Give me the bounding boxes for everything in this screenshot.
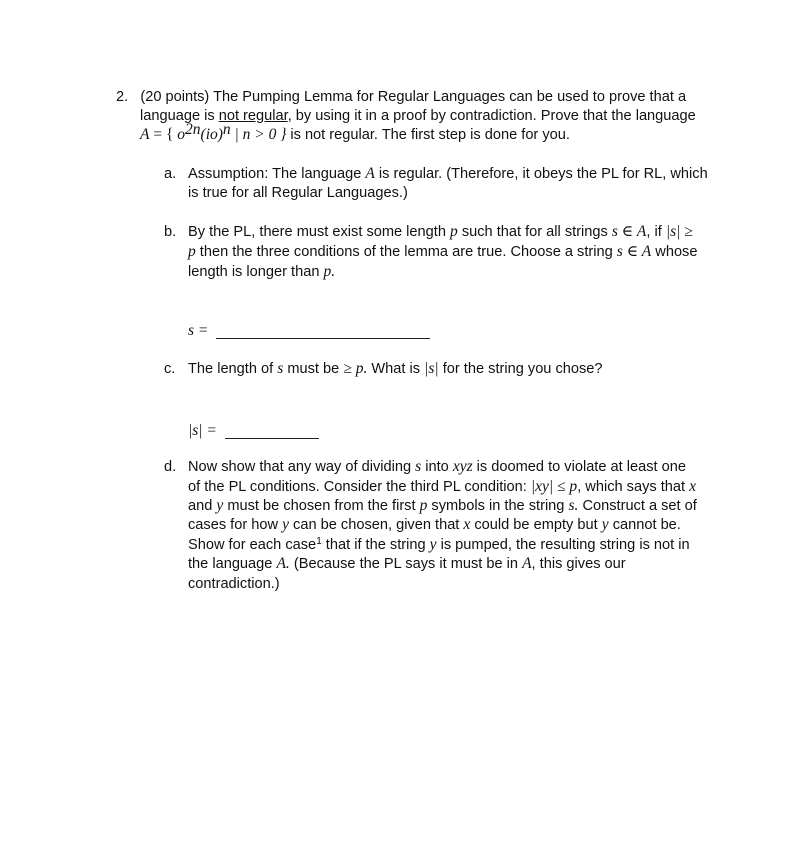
question-line-2: language is not regular, by using it in a proof by contradiction. Prove that the language (140, 108, 696, 124)
length-answer-blank[interactable] (225, 424, 319, 439)
question-points: (20 points) (140, 89, 210, 105)
part-d-line-4: cases for how y can be chosen, given that x could be empty but y cannot be. (188, 516, 681, 533)
part-b-answer (188, 321, 430, 341)
part-b-label: b. (164, 224, 177, 240)
s-answer-blank[interactable] (216, 324, 430, 339)
not-regular-emphasis: not regular (218, 108, 288, 124)
part-d-label: d. (164, 459, 177, 475)
part-d-line-5: Show for each case$^1$ that if the string y is pumped, the resulting string is not in (188, 536, 690, 553)
part-a-label: a. (164, 166, 177, 182)
part-d-line-3: and y must be chosen from the first p symbols in the string s. Construct a set of (188, 497, 697, 514)
part-b-line-1: b. By the PL, there must exist some length p such that for all strings s ∈ A, if |s| ≥ (164, 223, 693, 240)
part-a-line-2: is true for all Regular Languages.) (188, 185, 408, 201)
part-d-line-7: contradiction.) (188, 576, 280, 592)
part-a-line-1: a. Assumption: The language A is regular. (Therefore, it obeys the PL for RL, which (164, 165, 708, 182)
part-d-line-1: d. Now show that any way of dividing s into xyz is doomed to violate at least one (164, 458, 686, 475)
length-answer-label: |s| = (188, 422, 217, 439)
footnote-marker: 1 (316, 536, 322, 547)
part-d-line-2: of the PL conditions. Consider the third PL condition: |xy| ≤ p, which says that x (188, 478, 697, 495)
part-c-label: c. (164, 361, 176, 377)
question-number: 2. (116, 89, 129, 105)
part-d-line-6: the language A. (Because the PL says it must be in A, this gives our (188, 555, 626, 572)
part-b-line-3: length is longer than p. (188, 263, 336, 280)
part-c-line-1: c. The length of s must be ≥ p. What is |s| for the string you chose? (164, 360, 603, 377)
part-c-answer (188, 421, 319, 441)
question-line-3: A = { $o^{2n}(io)^n$ | n > 0 } is not regular. The first step is done for you. (140, 121, 570, 143)
s-answer-label: s = (188, 322, 209, 339)
language-definition: A = { $o^{2n}(io)^n$ | n > 0 } (140, 121, 291, 143)
question-line-1: 2. (20 points) The Pumping Lemma for Regular Languages can be used to prove that a (116, 89, 687, 105)
part-b-line-2: p then the three conditions of the lemma are true. Choose a string s ∈ A whose (188, 243, 698, 260)
